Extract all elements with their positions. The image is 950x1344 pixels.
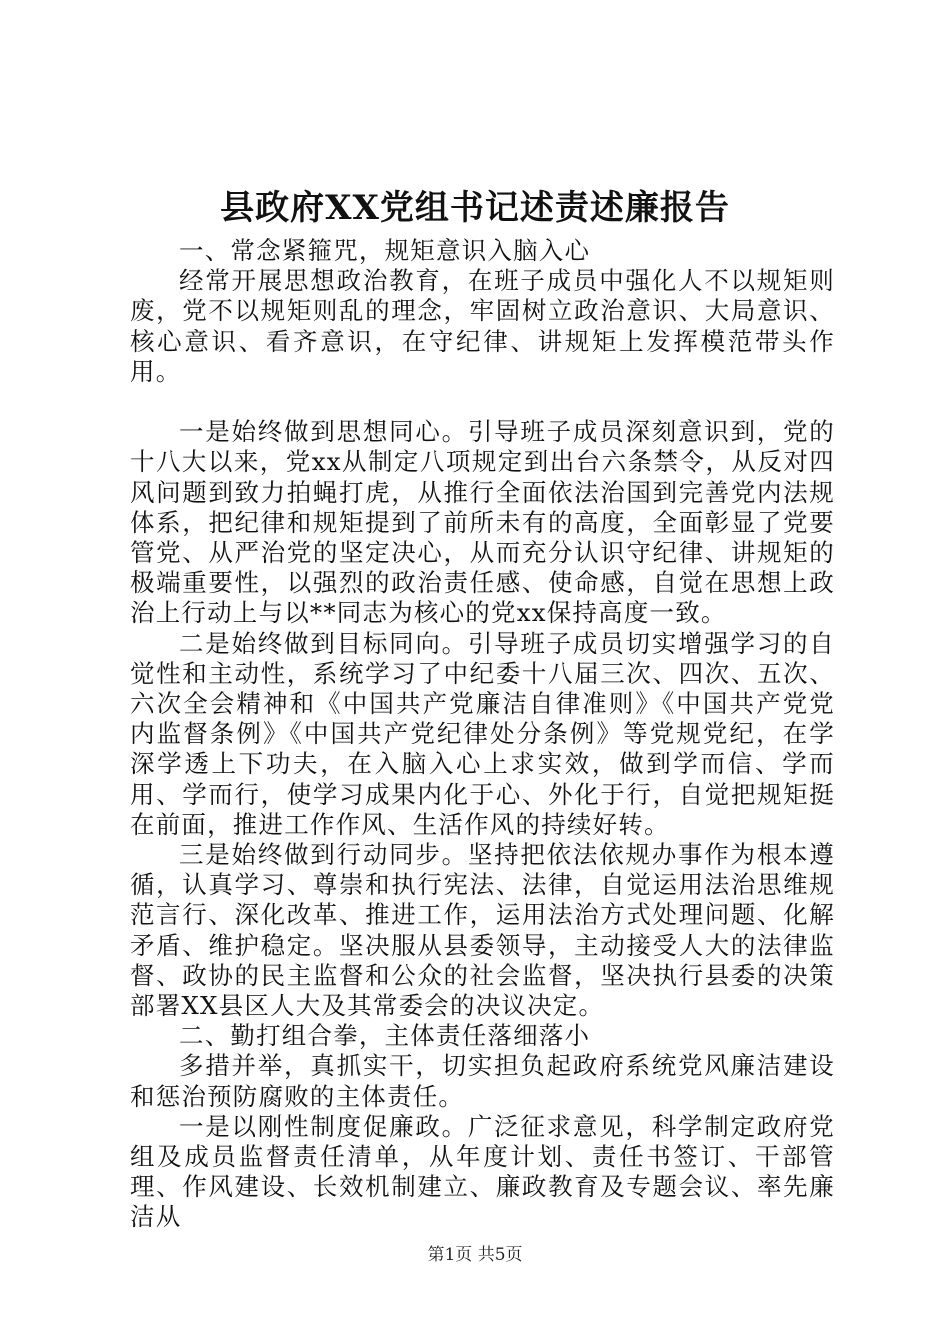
- paragraph-intro-2: 多措并举，真抓实干，切实担负起政府系统党风廉洁建设和惩治预防腐败的主体责任。: [130, 1051, 835, 1111]
- document-title: 县政府XX党组书记述责述廉报告: [220, 188, 730, 228]
- paragraph-intro-1: 经常开展思想政治教育，在班子成员中强化人不以规矩则废，党不以规矩则乱的理念，牢固树立政治意识、大局意识、核心意识、看齐意识，在守纪律、讲规矩上发挥模范带头作用。: [130, 266, 835, 386]
- blank-line: [130, 387, 835, 417]
- paragraph-point-1-3: 三是始终做到行动同步。坚持把依法依规办事作为根本遵循，认真学习、尊崇和执行宪法、法律，自觉运用法治思维规范言行、深化改革、推进工作，运用法治方式处理问题、化解矛盾、维护稳定。坚决服从县委领导，主动接受人大的法律监督、政协的民主监督和公众的社会监督，坚决执行县委的决策部署XX县区人大及其常委会的决议决定。: [130, 840, 835, 1021]
- page-number-footer: 第1页 共5页: [427, 1245, 523, 1265]
- paragraph-point-1-2: 二是始终做到目标同向。引导班子成员切实增强学习的自觉性和主动性，系统学习了中纪委十八届三次、四次、五次、六次全会精神和《中国共产党廉洁自律准则》《中国共产党党内监督条例》《中国共产党纪律处分条例》等党规党纪，在学深学透上下功夫，在入脑入心上求实效，做到学而信、学而用、学而行，使学习成果内化于心、外化于行，自觉把规矩挺在前面，推进工作作风、生活作风的持续好转。: [130, 628, 835, 839]
- section-heading-2: 二、勤打组合拳，主体责任落细落小: [179, 1021, 591, 1051]
- section-heading-1: 一、常念紧箍咒，规矩意识入脑入心: [179, 236, 591, 265]
- paragraph-point-2-1: 一是以刚性制度促廉政。广泛征求意见，科学制定政府党组及成员监督责任清单，从年度计划、责任书签订、干部管理、作风建设、长效机制建立、廉政教育及专题会议、率先廉洁从: [130, 1111, 835, 1232]
- paragraph-point-1-1: 一是始终做到思想同心。引导班子成员深刻意识到，党的十八大以来，党xx从制定八项规定到出台六条禁令，从反对四风问题到致力拍蝇打虎，从推行全面依法治国到完善党内法规体系，把纪律和规矩提到了前所未有的高度，全面彰显了党要管党、从严治党的坚定决心，从而充分认识守纪律、讲规矩的极端重要性，以强烈的政治责任感、使命感，自觉在思想上政治上行动上与以**同志为核心的党xx保持高度一致。: [130, 417, 835, 628]
- document-body: [130, 236, 835, 1233]
